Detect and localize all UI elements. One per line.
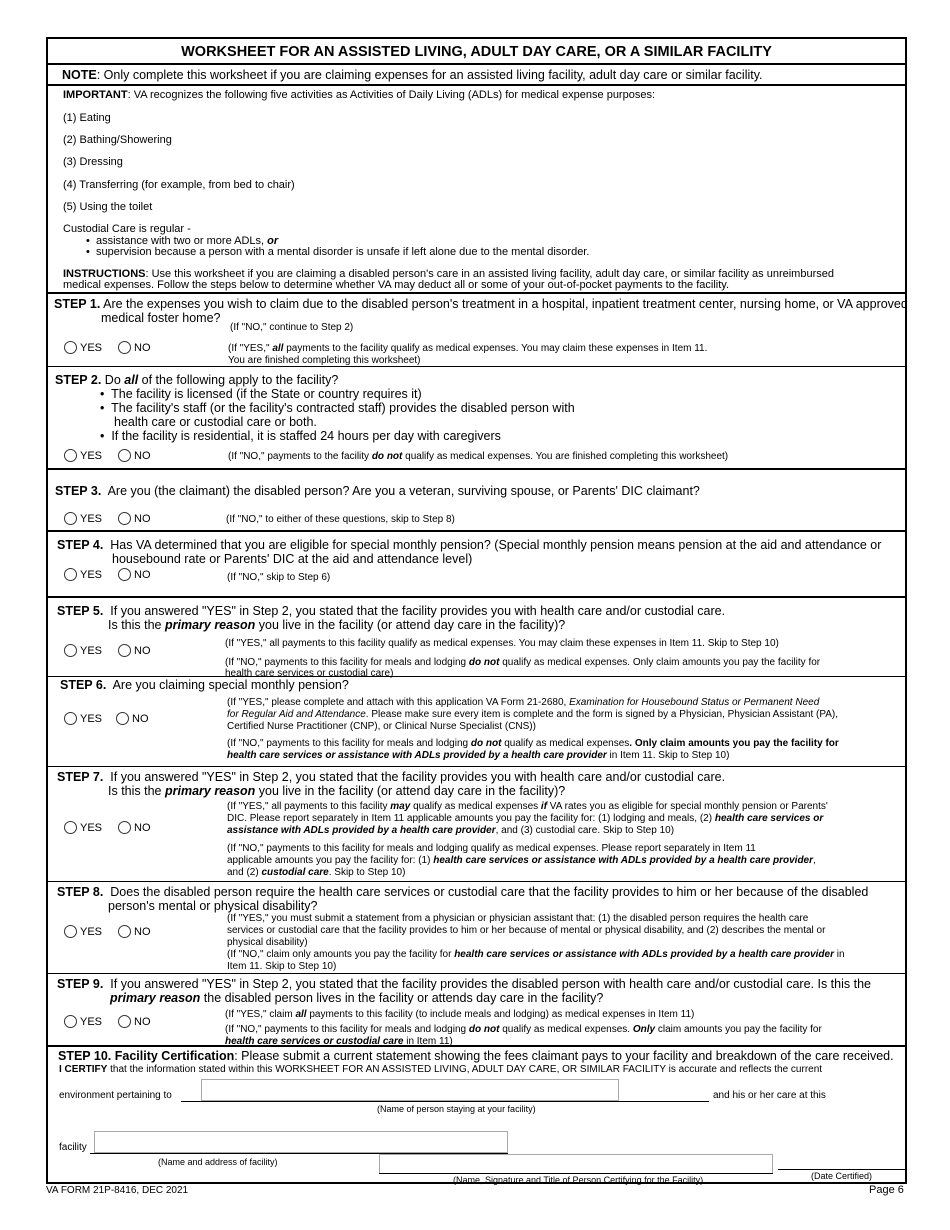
t: Are you (the claimant) the disabled person? Are you a veteran, surviving spouse, or Parents' DIC claimant?: [107, 484, 700, 498]
step3-label: STEP 3.: [55, 484, 102, 498]
t: Is this the: [108, 618, 165, 632]
step7-label: STEP 7.: [57, 770, 104, 784]
step7-section: [48, 767, 905, 882]
radio-circle-icon: [118, 449, 131, 462]
t: assistance with ADLs provided by a health care provider: [227, 825, 496, 836]
t: VA rates you as eligible for special monthly pension or Parents': [547, 801, 828, 812]
no-label: NO: [134, 644, 151, 657]
t: (If "YES," all payments to this facility: [227, 801, 391, 812]
step9-q1: [57, 977, 871, 991]
step5-no-radio[interactable]: [118, 644, 151, 657]
facility-label: facility: [59, 1142, 87, 1153]
t: (If "YES,": [228, 343, 273, 354]
t: Only: [632, 1024, 656, 1035]
t: for Regular Aid and Attendance: [227, 709, 366, 720]
step3-yes-radio[interactable]: [64, 512, 102, 525]
step7-q1: [57, 770, 725, 784]
t: , and (3) custodial care. Skip to Step 10): [495, 825, 675, 836]
t: (If "NO," payments to this facility for meals and lodging: [225, 1024, 469, 1035]
t: Is this the: [108, 784, 165, 798]
step5-yes-radio[interactable]: [64, 644, 102, 657]
step6-yes-radio[interactable]: [64, 712, 102, 725]
t: (If "YES," claim: [225, 1009, 296, 1020]
t: If you answered "YES" in Step 2, you stated that the facility provides you with health care and/or custodial care.: [110, 604, 726, 618]
step5-label: STEP 5.: [57, 604, 104, 618]
radio-circle-icon: [118, 925, 131, 938]
signature-caption: (Name, Signature and Title of Person Certifying for the Facility): [453, 1175, 704, 1185]
step6-label: STEP 6.: [60, 678, 107, 692]
step7-yes-radio[interactable]: [64, 821, 102, 834]
step9-section: [48, 974, 905, 1047]
step3-section: [48, 470, 905, 532]
instructions-body: : Use this worksheet if you are claiming a disabled person's care in an assisted living facility, adult day care, or similar facility as unreimbursed: [145, 268, 834, 280]
step1-q1: [54, 297, 908, 311]
radio-circle-icon: [118, 512, 131, 525]
radio-circle-icon: [64, 925, 77, 938]
radio-circle-icon: [64, 712, 77, 725]
yes-label: YES: [80, 644, 103, 657]
step8-section: [48, 882, 905, 974]
t: Has VA determined that you are eligible for special monthly pension? (Special monthly pension means pension at the aid and attendance or: [110, 538, 882, 552]
step9-ifno-1: [225, 1024, 822, 1035]
adl-item: (3) Dressing: [63, 156, 123, 168]
signature-underline: [379, 1173, 773, 1174]
person-name-input[interactable]: [201, 1079, 619, 1101]
step1-ifno: (If "NO," continue to Step 2): [230, 322, 354, 333]
step8-no-radio[interactable]: [118, 925, 151, 938]
step2-bullet-cont: health care or custodial care or both.: [114, 415, 317, 429]
yes-label: YES: [80, 512, 103, 525]
radio-circle-icon: [118, 568, 131, 581]
t: If you answered "YES" in Step 2, you stated that the facility provides you with health care and/or custodial care.: [110, 770, 726, 784]
t: that the information stated within this WORKSHEET FOR AN ASSISTED LIVING, ADULT DAY CARE, OR SIMILAR FACILITY is accurate and reflects the current: [107, 1064, 823, 1075]
step6-ifno-1: [227, 738, 839, 749]
no-label: NO: [132, 712, 149, 725]
step8-ifno-2: Item 11. Skip to Step 10): [227, 961, 337, 972]
no-label: NO: [134, 1015, 151, 1028]
t: qualify as medical expenses: [410, 801, 541, 812]
step8-label: STEP 8.: [57, 885, 104, 899]
t: applicable amounts you pay the facility for: (1): [227, 855, 434, 866]
t: health care services or custodial care: [225, 1036, 404, 1047]
radio-circle-icon: [64, 341, 77, 354]
step5-ifyes: (If "YES," all payments to this facility qualify as medical expenses. You may claim these expenses in Item 11. Skip to Step 10): [225, 638, 779, 649]
step3-ifno: (If "NO," to either of these questions, skip to Step 8): [226, 514, 455, 525]
t: primary reason: [110, 991, 201, 1005]
t: (If "NO," payments to this facility for meals and lodging: [227, 738, 471, 749]
instructions-label: INSTRUCTIONS: [63, 268, 146, 280]
custodial-b1: assistance with two or more ADLs,: [95, 235, 268, 247]
radio-circle-icon: [64, 1015, 77, 1028]
t: payments to the facility qualify as medical expenses. You may claim these expenses in Item 11.: [283, 343, 708, 354]
t: qualify as medical expenses. You are finished completing this worksheet): [402, 451, 729, 462]
note-body: : Only complete this worksheet if you are claiming expenses for an assisted living facility, adult day care or similar facility.: [96, 68, 763, 82]
step2-yes-radio[interactable]: [64, 449, 102, 462]
t: may: [390, 801, 411, 812]
yes-label: YES: [80, 821, 103, 834]
radio-circle-icon: [64, 821, 77, 834]
step1-label: STEP 1.: [54, 297, 101, 311]
t: primary reason: [164, 618, 256, 632]
step9-no-radio[interactable]: [118, 1015, 151, 1028]
step7-ifyes-3: [227, 825, 674, 836]
care-label: and his or her care at this: [713, 1090, 826, 1101]
no-label: NO: [134, 568, 151, 581]
step3-no-radio[interactable]: [118, 512, 151, 525]
custodial-or: or: [267, 235, 279, 247]
t: Do: [101, 373, 125, 387]
step5-q2: [108, 618, 565, 632]
step6-no-radio[interactable]: [116, 712, 149, 725]
no-label: NO: [134, 449, 151, 462]
t: claim amounts you pay the facility for: [655, 1024, 822, 1035]
t: primary reason: [164, 784, 256, 798]
step4-no-radio[interactable]: [118, 568, 151, 581]
t: (If "NO," payments to the facility: [228, 451, 372, 462]
step4-q1: [57, 538, 881, 552]
radio-circle-icon: [64, 512, 77, 525]
step7-no-radio[interactable]: [118, 821, 151, 834]
t: If the facility is residential, it is staffed 24 hours per day with caregivers: [111, 429, 501, 443]
step10-label: STEP 10. Facility Certification: [58, 1049, 235, 1063]
radio-circle-icon: [64, 449, 77, 462]
step2-q: [55, 373, 338, 387]
radio-circle-icon: [64, 644, 77, 657]
t: Examination for Housebound Status or Permanent Need: [569, 697, 820, 708]
step1-ifyes-2: You are finished completing this worksheet): [228, 355, 421, 366]
radio-circle-icon: [118, 1015, 131, 1028]
important-text: [63, 89, 655, 101]
no-label: NO: [134, 821, 151, 834]
step1-q1-text: Are the expenses you wish to claim due to the disabled person's treatment in a hospital, inpatient treatment center, nursing home, or VA approved: [103, 297, 908, 311]
yes-label: YES: [80, 1015, 103, 1028]
radio-circle-icon: [116, 712, 129, 725]
t: you live in the facility (or attend day care in the facility)?: [255, 784, 566, 798]
t: ,: [813, 855, 816, 866]
step10-heading: [58, 1049, 894, 1063]
step5-q1: [57, 604, 725, 618]
t: the disabled person lives in the facility or attends day care in the facility?: [200, 991, 604, 1005]
t: DIC. Please report separately in Item 11 applicable amounts you pay the facility for: (1) lodging and meals, (2): [227, 813, 715, 824]
page-number: Page 6: [869, 1184, 904, 1196]
step9-yes-radio[interactable]: [64, 1015, 102, 1028]
step8-yes-radio[interactable]: [64, 925, 102, 938]
step8-q2: person's mental or physical disability?: [108, 899, 318, 913]
step6-ifyes-1: [227, 697, 819, 708]
step4-yes-radio[interactable]: [64, 568, 102, 581]
step1-q2: medical foster home?: [101, 311, 221, 325]
step7-ifno-3: [227, 867, 405, 878]
adl-item: (4) Transferring (for example, from bed to chair): [63, 179, 295, 191]
t: health care services or assistance with ADLs provided by a health care provider: [227, 750, 607, 761]
step2-bullet: • The facility is licensed (if the State or country requires it): [100, 387, 422, 401]
env-label: environment pertaining to: [59, 1090, 172, 1101]
certifier-signature-input[interactable]: [379, 1154, 773, 1174]
radio-circle-icon: [118, 341, 131, 354]
step9-ifyes: [225, 1009, 694, 1020]
yes-label: YES: [80, 341, 103, 354]
t: The facility is licensed (if the State or country requires it): [111, 387, 422, 401]
t: qualify as medical expenses. Only claim amounts you pay the facility for: [499, 657, 821, 668]
step7-ifno-2: [227, 855, 816, 866]
step4-label: STEP 4.: [57, 538, 104, 552]
step6-ifno-2: [227, 750, 729, 761]
step10-section: [48, 1047, 905, 1185]
adl-item: (2) Bathing/Showering: [63, 134, 172, 146]
adl-item: (1) Eating: [63, 112, 111, 124]
t: . Only claim amounts you pay the facility for: [629, 738, 839, 749]
t: in: [833, 949, 845, 960]
radio-circle-icon: [118, 644, 131, 657]
date-underline[interactable]: [778, 1169, 905, 1170]
step6-ifyes-2: [227, 709, 838, 720]
custodial-b2: supervision because a person with a mental disorder is unsafe if left alone due to the mental disorder.: [95, 246, 590, 258]
t: . Skip to Step 10): [328, 867, 406, 878]
env-underline: [181, 1101, 709, 1102]
custodial-bullet: • assistance with two or more ADLs, or: [86, 235, 279, 247]
t: (If "NO," claim only amounts you pay the facility for: [227, 949, 455, 960]
t: and (2): [227, 867, 262, 878]
radio-circle-icon: [118, 821, 131, 834]
important-body: : VA recognizes the following five activities as Activities of Daily Living (ADLs) for medical expense purposes:: [127, 89, 656, 101]
step1-section: [48, 294, 908, 367]
yes-label: YES: [80, 568, 103, 581]
step8-q1: [57, 885, 868, 899]
t: if: [540, 801, 548, 812]
step4-q2: housebound rate or Parents' DIC at the aid and attendance level): [112, 552, 473, 566]
step7-ifyes-1: [227, 801, 828, 812]
step7-q2: [108, 784, 565, 798]
facility-name-address-input[interactable]: [94, 1131, 508, 1153]
step8-ifno-1: [227, 949, 845, 960]
t: do not: [468, 1024, 500, 1035]
t: in Item 11): [403, 1036, 453, 1047]
step1-yes-radio[interactable]: [64, 341, 102, 354]
step2-section: [48, 367, 905, 470]
facility-caption: (Name and address of facility): [158, 1157, 278, 1167]
no-label: NO: [134, 341, 151, 354]
step1-ifyes: [228, 343, 707, 354]
form-number: VA FORM 21P-8416, DEC 2021: [46, 1185, 189, 1196]
t: qualify as medical expenses: [501, 738, 630, 749]
no-label: NO: [134, 925, 151, 938]
t: custodial care: [261, 867, 329, 878]
adl-item: (5) Using the toilet: [63, 201, 153, 213]
step5-ifno-2: health care services or custodial care): [225, 668, 394, 679]
step9-ifno-2: [225, 1036, 453, 1047]
step1-no-radio[interactable]: [118, 341, 151, 354]
t: The facility's staff (or the facility's contracted staff) provides the disabled person with: [111, 401, 575, 415]
step8-ifyes-3: physical disability): [227, 937, 308, 948]
radio-circle-icon: [64, 568, 77, 581]
step2-bullet: • The facility's staff (or the facility's contracted staff) provides the disabled person with: [100, 401, 575, 415]
yes-label: YES: [80, 449, 103, 462]
step4-ifno: (If "NO," skip to Step 6): [227, 572, 331, 583]
instructions-line2: medical expenses. Follow the steps below to determine whether VA may deduct all or some of your out-of-pocket payments to the facility.: [63, 279, 730, 291]
date-caption: (Date Certified): [811, 1171, 873, 1181]
person-name-caption: (Name of person staying at your facility): [377, 1104, 536, 1114]
t: qualify as medical expenses.: [499, 1024, 633, 1035]
note-text: [62, 68, 763, 82]
step8-ifyes-2: services or custodial care that the facility provides to him or her because of mental or physical disability, and (2) describes the mental or: [227, 925, 826, 936]
yes-label: YES: [80, 925, 103, 938]
t: health care services or assistance with ADLs provided by a health care provider: [433, 855, 813, 866]
page-title: WORKSHEET FOR AN ASSISTED LIVING, ADULT DAY CARE, OR A SIMILAR FACILITY: [181, 44, 772, 60]
step8-ifyes-1: (If "YES," you must submit a statement from a physician or physician assistant that: (1) the disabled person requires the health care: [227, 913, 809, 924]
step5-ifno: [225, 657, 820, 668]
step2-ifno: [228, 451, 728, 462]
t: you live in the facility (or attend day care in the facility)?: [255, 618, 566, 632]
t: of the following apply to the facility?: [138, 373, 339, 387]
t: do not: [470, 738, 502, 749]
step4-section: [48, 532, 905, 598]
title-section: [48, 39, 905, 65]
yes-label: YES: [80, 712, 103, 725]
t: health care services or: [714, 813, 824, 824]
t: all: [272, 343, 284, 354]
t: do not: [371, 451, 403, 462]
t: . Please make sure every item is complete and the form is signed by a Physician, Physician Assistant (PA),: [365, 709, 839, 720]
step6-q: [60, 678, 349, 692]
t: health care services or assistance with ADLs provided by a health care provider: [454, 949, 834, 960]
step5-section: [48, 598, 905, 677]
important-label: IMPORTANT: [63, 89, 128, 101]
t: (If "NO," payments to this facility for meals and lodging: [225, 657, 469, 668]
note-label: NOTE: [62, 68, 97, 82]
t: If you answered "YES" in Step 2, you stated that the facility provides the disabled person with health care and/or custodial care. Is this the: [110, 977, 871, 991]
t: I CERTIFY: [59, 1064, 108, 1075]
t: in Item 11. Skip to Step 10): [606, 750, 730, 761]
t: Are you claiming special monthly pension?: [112, 678, 349, 692]
t: Does the disabled person require the health care services or custodial care that the facility provides to him or her because of the disabled: [110, 885, 869, 899]
step10-certify: [59, 1064, 822, 1075]
t: all: [124, 373, 139, 387]
t: (If "YES," please complete and attach with this application VA Form 21-2680,: [227, 697, 570, 708]
t: all: [295, 1009, 307, 1020]
t: payments to this facility (to include meals and lodging) as medical expenses in Item 11): [306, 1009, 695, 1020]
step2-bullet: • If the facility is residential, it is staffed 24 hours per day with caregivers: [100, 429, 501, 443]
step9-q2: [110, 991, 603, 1005]
step2-no-radio[interactable]: [118, 449, 151, 462]
step6-section: [48, 677, 905, 767]
worksheet-frame: [46, 37, 907, 1184]
step7-ifyes-2: [227, 813, 823, 824]
step6-ifyes-3: Certified Nurse Practitioner (CNP), or Clinical Nurse Specialist (CNS)): [227, 721, 536, 732]
t: : Please submit a current statement showing the fees claimant pays to your facility and breakdown of the care received.: [234, 1049, 894, 1063]
note-section: [48, 65, 905, 86]
t: do not: [468, 657, 500, 668]
step7-ifno-1: (If "NO," payments to this facility for meals and lodging qualify as medical expenses. Please report separately in Item 11: [227, 843, 756, 854]
custodial-intro: Custodial Care is regular -: [63, 223, 191, 235]
custodial-bullet: • supervision because a person with a mental disorder is unsafe if left alone due to the mental disorder.: [86, 246, 590, 258]
step3-q: [55, 484, 700, 498]
important-section: [48, 86, 905, 294]
step2-label: STEP 2.: [55, 373, 102, 387]
step9-label: STEP 9.: [57, 977, 104, 991]
no-label: NO: [134, 512, 151, 525]
